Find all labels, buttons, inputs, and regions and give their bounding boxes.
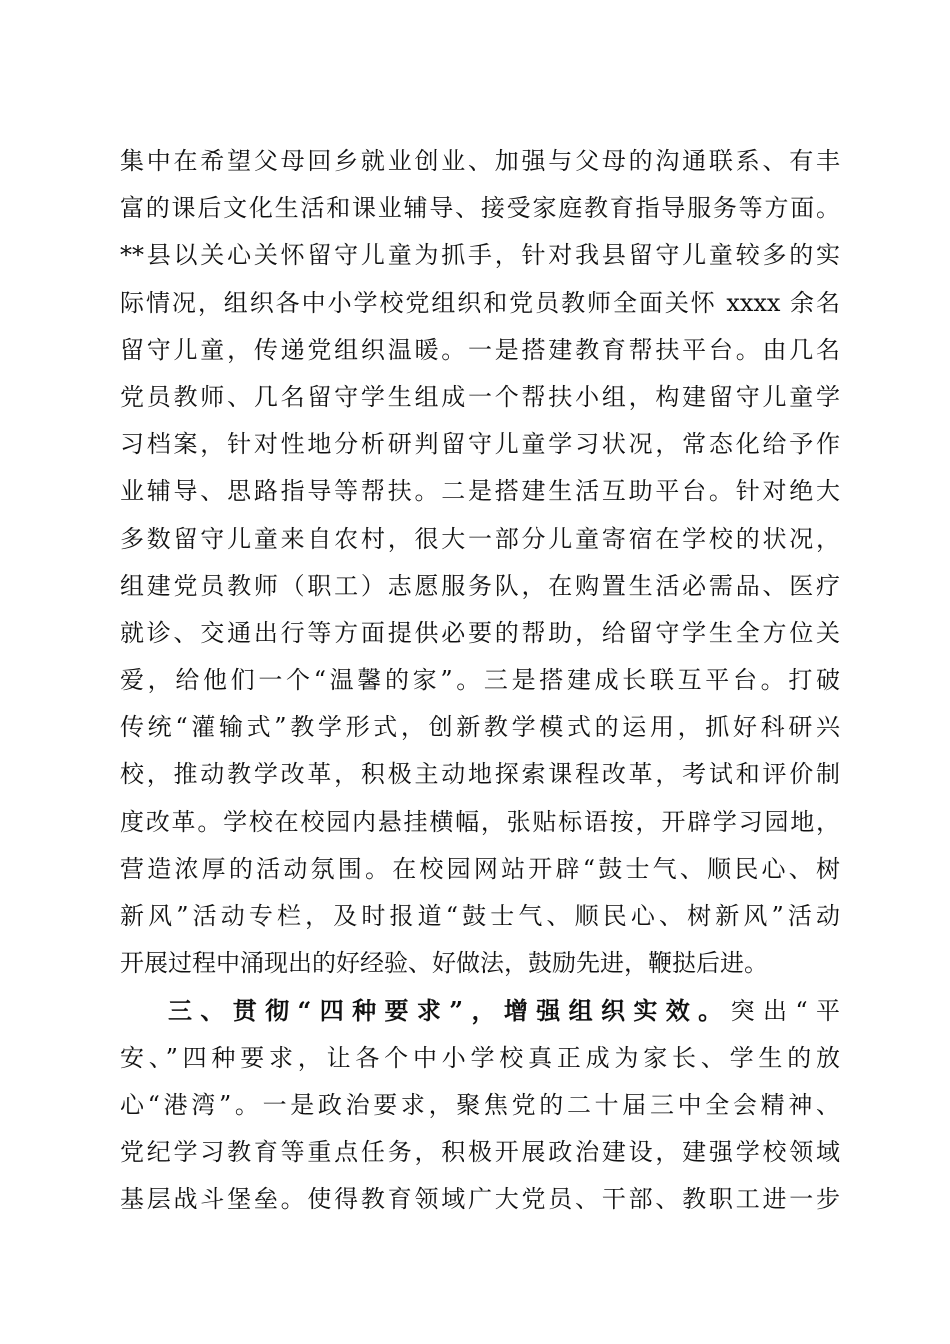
text-line: 校，推动教学改革，积极主动地探索课程改革，考试和评价制 [120,760,840,789]
text-line: 就诊、交通出行等方面提供必要的帮助，给留守学生全方位关 [120,618,840,647]
text-line: 多数留守儿童来自农村，很大一部分儿童寄宿在学校的状况， [120,524,840,553]
text-line: 新风”活动专栏，及时报道“鼓士气、顺民心、树新风”活动 [120,902,840,930]
section-heading: 三、贯彻“四种要求”，增强组织实效。 [168,996,731,1026]
text-line: 党员教师、几名留守学生组成一个帮扶小组，构建留守儿童学 [120,382,840,411]
text-line: 传统“灌输式”教学形式，创新教学模式的运用，抓好科研兴 [120,713,840,742]
text-line: 组建党员教师（职工）志愿服务队，在购置生活必需品、医疗 [120,571,840,600]
text-line: 度改革。学校在校园内悬挂横幅，张贴标语按，开辟学习园地， [120,807,840,836]
body-text [120,138,840,1223]
text-line: **县以关心关怀留守儿童为抓手，针对我县留守儿童较多的实 [120,241,840,270]
text-line: 习档案，针对性地分析研判留守儿童学习状况，常态化给予作 [120,430,840,459]
text-line: 心“港湾”。一是政治要求，聚焦党的二十届三中全会精神、 [120,1090,840,1119]
text-line: 爱，给他们一个“温馨的家”。三是搭建成长联互平台。打破 [120,666,840,695]
text-line: 营造浓厚的活动氛围。在校园网站开辟“鼓士气、顺民心、树 [120,854,840,883]
text-line: 业辅导、思路指导等帮扶。二是搭建生活互助平台。针对绝大 [120,477,840,506]
text-line: 富的课后文化生活和课业辅导、接受家庭教育指导服务等方面。 [120,194,840,223]
text-line: 际情况，组织各中小学校党组织和党员教师全面关怀 xxxx 余名 [120,288,840,317]
heading-continuation: 突出“平 [730,997,840,1026]
text-line: 安、”四种要求，让各个中小学校真正成为家长、学生的放 [120,1043,840,1072]
text-line: 基层战斗堡垒。使得教育领域广大党员、干部、教职工进一步 [120,1185,840,1214]
text-line: 开展过程中涌现出的好经验、好做法，鼓励先进，鞭挞后进。 [120,949,768,978]
text-line: 留守儿童，传递党组织温暖。一是搭建教育帮扶平台。由几名 [120,335,840,364]
section-heading-line [120,987,840,1034]
text-line: 党纪学习教育等重点任务，积极开展政治建设，建强学校领域 [120,1137,840,1166]
text-line: 集中在希望父母回乡就业创业、加强与父母的沟通联系、有丰 [120,147,840,175]
